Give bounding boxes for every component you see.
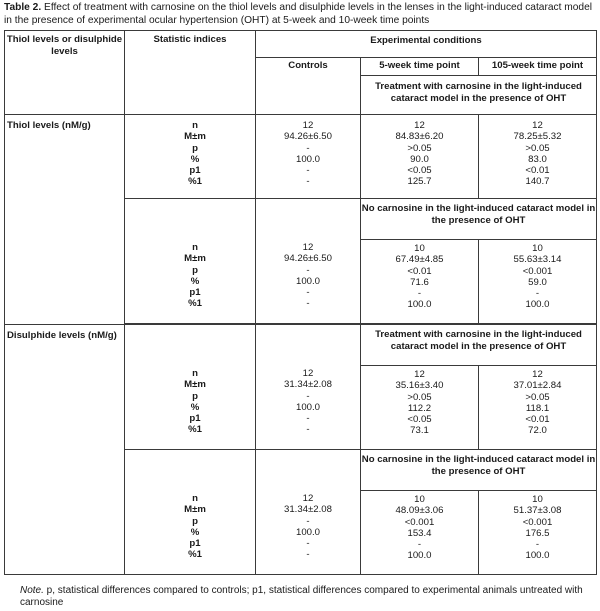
stat-label: % (190, 401, 200, 413)
cell-value: - (306, 165, 310, 177)
cell-value: 112.2 (407, 402, 432, 414)
stat-label: p (192, 515, 198, 527)
stat-label: M±m (184, 131, 206, 143)
data-block (5, 115, 597, 199)
block-title: Treatment with carnosine in the light-induced cataract model in the presence of OHT (361, 76, 597, 115)
stat-label: %1 (188, 176, 202, 188)
cell-value: - (306, 264, 310, 276)
week105-values (479, 366, 597, 450)
stat-label: n (192, 493, 198, 504)
header-statistic-indices: Statistic indices (125, 31, 256, 115)
header-experimental-conditions: Experimental conditions (256, 31, 597, 58)
stat-label: p (192, 390, 198, 402)
cell-value: 10 (532, 494, 543, 505)
header-levels: Thiol levels or disulphide levels (5, 31, 125, 115)
cell-value: 118.1 (525, 402, 550, 414)
stat-label: p1 (189, 165, 201, 177)
cell-value: - (306, 142, 310, 154)
cell-value: 12 (302, 493, 314, 504)
cell-value: 100.0 (407, 299, 432, 311)
cell-value: >0.05 (407, 391, 432, 403)
cell-value: >0.05 (525, 391, 550, 403)
cell-value: 78.25±5.32 (513, 131, 562, 143)
cell-value: 12 (532, 369, 543, 380)
stat-label: n (192, 120, 198, 131)
cell-value: - (306, 549, 310, 561)
stat-labels (125, 199, 256, 324)
note-text: p, statistical differences compared to controls; p1, statistical differences compared to experimental animals untreated with carnosine (20, 585, 583, 608)
cell-value: - (306, 424, 310, 436)
cell-value: - (306, 298, 310, 310)
cell-value: - (535, 288, 540, 300)
cell-value: 83.0 (528, 153, 547, 165)
cell-value: - (417, 288, 422, 300)
cell-value: 94.26±6.50 (284, 253, 332, 265)
header-controls: Controls (256, 58, 361, 115)
caption-text: Effect of treatment with carnosine on the thiol levels and disulphide levels in the lenses in the light-induced cataract model in the presence of experimental ocular hypertension (OHT) at 5-week and 10-week time points (4, 2, 593, 26)
cell-value: <0.05 (407, 414, 432, 426)
cell-value: 100.0 (407, 550, 432, 562)
week5-values (361, 240, 479, 324)
controls-values (256, 115, 361, 199)
cell-value: 12 (302, 242, 314, 253)
cell-value: 72.0 (528, 425, 547, 437)
cell-value: 100.0 (295, 526, 320, 538)
cell-value: 59.0 (528, 276, 547, 288)
week105-values (479, 115, 597, 199)
stat-label: %1 (188, 298, 202, 310)
cell-value: - (306, 538, 310, 550)
cell-value: 100.0 (525, 550, 550, 562)
results-table (4, 30, 597, 575)
cell-value: >0.05 (525, 142, 550, 154)
cell-value: - (306, 390, 310, 402)
cell-value: 12 (532, 120, 543, 131)
stat-label: M±m (184, 379, 206, 391)
group-label-disulphide: Disulphide levels (nM/g) (5, 325, 125, 575)
cell-value: 10 (414, 494, 425, 505)
controls-values (256, 325, 361, 450)
block-title: No carnosine in the light-induced cataract model in the presence of OHT (361, 450, 597, 491)
cell-value: 84.83±6.20 (395, 131, 444, 143)
cell-value: 90.0 (410, 153, 429, 165)
cell-value: - (306, 515, 310, 527)
group-label-thiol: Thiol levels (nM/g) (5, 115, 125, 325)
cell-value: 100.0 (295, 153, 320, 165)
controls-values (256, 199, 361, 324)
block-title: Treatment with carnosine in the light-induced cataract model in the presence of OHT (361, 325, 597, 366)
cell-value: <0.001 (522, 516, 553, 528)
stat-label: % (190, 526, 200, 538)
cell-value: 31.34±2.08 (284, 379, 332, 391)
week5-values (361, 366, 479, 450)
cell-value: 125.7 (407, 176, 432, 188)
cell-value: <0.001 (522, 265, 553, 277)
week5-values (361, 491, 479, 575)
cell-value: 37.01±2.84 (513, 380, 562, 392)
cell-value: 153.4 (407, 527, 432, 539)
week5-values (361, 115, 479, 199)
cell-value: 176.5 (525, 527, 550, 539)
cell-value: 71.6 (410, 276, 429, 288)
note-label: Note. (20, 585, 44, 596)
cell-value: 31.34±2.08 (284, 504, 332, 516)
cell-value: 10 (414, 243, 425, 254)
cell-value: 51.37±3.08 (513, 505, 562, 517)
caption-label: Table 2. (4, 2, 42, 13)
stat-label: %1 (188, 424, 202, 436)
header-5-week: 5-week time point (361, 58, 479, 76)
cell-value: 55.63±3.14 (513, 254, 562, 266)
cell-value: 100.0 (525, 299, 550, 311)
table-note (20, 585, 594, 609)
stat-label: p1 (189, 538, 201, 550)
cell-value: 12 (414, 120, 425, 131)
week105-values (479, 491, 597, 575)
stat-label: n (192, 242, 198, 253)
cell-value: - (535, 539, 540, 551)
controls-values (256, 450, 361, 575)
cell-value: - (306, 176, 310, 188)
cell-value: 94.26±6.50 (284, 131, 332, 143)
cell-value: <0.01 (407, 265, 432, 277)
cell-value: - (417, 539, 422, 551)
stat-labels (125, 115, 256, 199)
stat-label: p1 (189, 287, 201, 299)
cell-value: - (306, 287, 310, 299)
header-105-week: 105-week time point (479, 58, 597, 76)
cell-value: 100.0 (295, 275, 320, 287)
cell-value: 35.16±3.40 (395, 380, 444, 392)
cell-value: 140.7 (525, 176, 550, 188)
cell-value: 100.0 (295, 401, 320, 413)
stat-label: % (190, 153, 200, 165)
stat-label: M±m (184, 504, 206, 516)
block-title-row (5, 325, 597, 366)
week105-values (479, 240, 597, 324)
stat-labels (125, 325, 256, 450)
cell-value: >0.05 (407, 142, 432, 154)
stat-label: n (192, 368, 198, 379)
header-row-1 (5, 31, 597, 58)
table-caption (4, 1, 596, 27)
block-title: No carnosine in the light-induced cataract model in the presence of OHT (361, 199, 597, 240)
cell-value: <0.001 (404, 516, 435, 528)
cell-value: 12 (414, 369, 425, 380)
stat-label: p (192, 264, 198, 276)
stat-label: %1 (188, 549, 202, 561)
cell-value: 12 (302, 120, 314, 131)
cell-value: 67.49±4.85 (395, 254, 444, 266)
cell-value: 12 (302, 368, 314, 379)
cell-value: <0.01 (525, 414, 550, 426)
stat-label: p1 (189, 413, 201, 425)
stat-label: p (192, 142, 198, 154)
stat-labels (125, 450, 256, 575)
cell-value: <0.05 (407, 165, 432, 177)
cell-value: 48.09±3.06 (395, 505, 444, 517)
cell-value: 73.1 (410, 425, 429, 437)
cell-value: <0.01 (525, 165, 550, 177)
stat-label: % (190, 275, 200, 287)
cell-value: - (306, 413, 310, 425)
cell-value: 10 (532, 243, 543, 254)
stat-label: M±m (184, 253, 206, 265)
